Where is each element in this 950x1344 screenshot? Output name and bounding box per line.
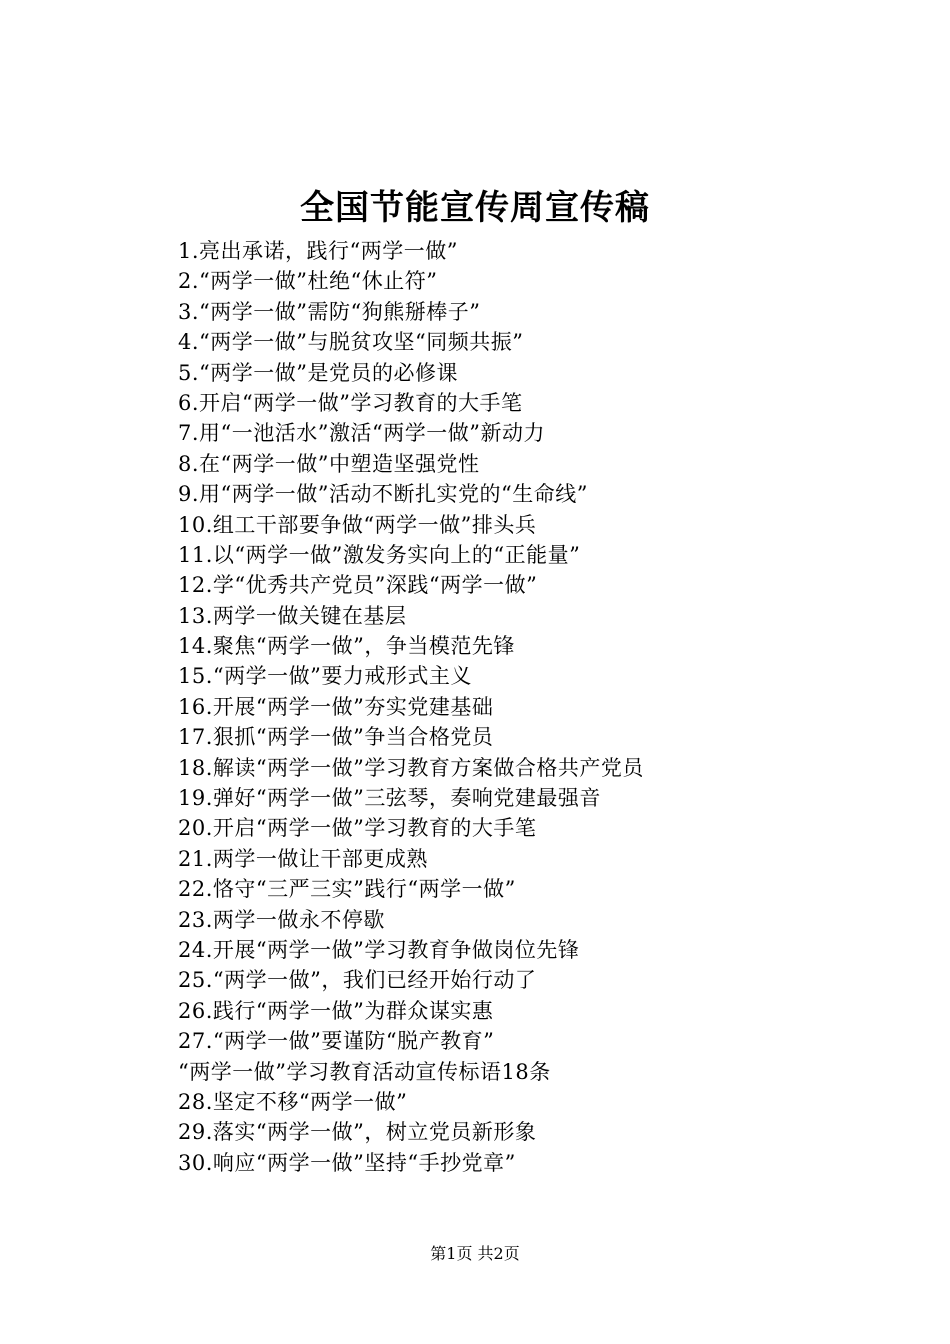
- list-item: “两学一做”学习教育活动宣传标语18条: [178, 1059, 551, 1084]
- list-item: 18.解读“两学一做”学习教育方案做合格共产党员: [178, 755, 644, 780]
- list-item: 15.“两学一做”要力戒形式主义: [178, 664, 472, 689]
- page-footer: 第1页 共2页: [430, 1244, 520, 1263]
- list-item: 1.亮出承诺，践行“两学一做”: [178, 239, 459, 263]
- list-item: 10.组工干部要争做“两学一做”排头兵: [178, 512, 537, 537]
- list-item: 27.“两学一做”要谨防“脱产教育”: [178, 1029, 495, 1054]
- list-item: 13.两学一做关键在基层: [178, 603, 407, 628]
- list-item: 25.“两学一做”，我们已经开始行动了: [178, 968, 537, 993]
- list-item: 14.聚焦“两学一做”，争当模范先锋: [178, 634, 515, 659]
- list-item: 4.“两学一做”与脱贫攻坚“同频共振”: [178, 330, 524, 355]
- list-item: 5.“两学一做”是党员的必修课: [178, 360, 459, 385]
- list-item: 7.用“一池活水”激活“两学一做”新动力: [178, 421, 545, 446]
- list-item: 12.学“优秀共产党员”深践“两学一做”: [178, 573, 538, 598]
- slogan-list: [178, 236, 878, 1178]
- list-item: 30.响应“两学一做”坚持“手抄党章”: [178, 1150, 516, 1175]
- list-item: 8.在“两学一做”中塑造坚强党性: [178, 451, 480, 476]
- list-item: 20.开启“两学一做”学习教育的大手笔: [178, 816, 537, 841]
- list-item: 24.开展“两学一做”学习教育争做岗位先锋: [178, 937, 580, 962]
- list-item: 19.弹好“两学一做”三弦琴，奏响党建最强音: [178, 786, 601, 811]
- list-item: 23.两学一做永不停歇: [178, 907, 385, 932]
- list-item: 2.“两学一做”杜绝“休止符”: [178, 269, 438, 294]
- list-item: 21.两学一做让干部更成熟: [178, 846, 428, 871]
- list-item: 22.恪守“三严三实”践行“两学一做”: [178, 877, 516, 902]
- list-item: 3.“两学一做”需防“狗熊掰棒子”: [178, 299, 481, 324]
- list-item: 9.用“两学一做”活动不断扎实党的“生命线”: [178, 482, 588, 507]
- list-item: 11.以“两学一做”激发务实向上的“正能量”: [178, 542, 581, 567]
- list-item: 28.坚定不移“两学一做”: [178, 1089, 408, 1114]
- page-title: 全国节能宣传周宣传稿: [300, 188, 650, 228]
- list-item: 16.开展“两学一做”夯实党建基础: [178, 694, 494, 719]
- list-item: 6.开启“两学一做”学习教育的大手笔: [178, 390, 523, 415]
- list-item: 26.践行“两学一做”为群众谋实惠: [178, 998, 494, 1023]
- list-item: 17.狠抓“两学一做”争当合格党员: [178, 725, 494, 750]
- list-item: 29.落实“两学一做”，树立党员新形象: [178, 1120, 537, 1145]
